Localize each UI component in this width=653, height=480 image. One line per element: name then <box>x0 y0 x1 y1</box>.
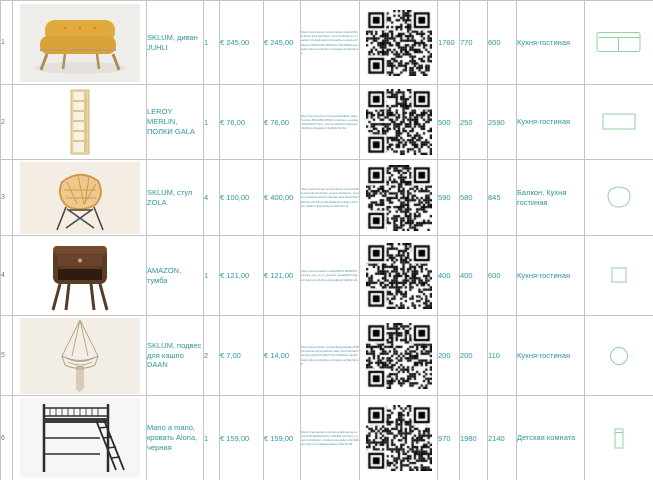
product-link[interactable]: https://manoamano.es/cama-alta-alona-negra-970x1980x2140-p-204481.html?utm_source=list&utm_medium=share&cur=EUR&qty=1&room=detskaya&pos=6&chk=f6 <box>301 429 359 447</box>
qr-code <box>366 89 432 155</box>
row-number: 5 <box>1 316 13 396</box>
room-name: Детская комната <box>517 396 585 480</box>
sofa-top-outline-icon <box>596 31 642 54</box>
yellow-sofa-photo <box>20 4 140 82</box>
dimension-height: 2140 <box>488 396 517 480</box>
qr-code-cell <box>360 236 438 316</box>
dimension-width: 1760 <box>438 1 460 85</box>
room-name: Кухня-гостиная <box>517 236 585 316</box>
dark-nightstand-photo <box>20 238 140 314</box>
qr-code-cell <box>360 396 438 480</box>
quantity: 2 <box>204 316 220 396</box>
unit-price: € 159,00 <box>220 396 264 480</box>
product-name: SKLUM, подвес для кашпо DAAN <box>147 316 204 396</box>
wooden-shelf-photo <box>20 87 140 157</box>
room-name: Кухня-гостиная <box>517 85 585 160</box>
product-photo-cell <box>13 160 147 236</box>
row-number: 2 <box>1 85 13 160</box>
qr-code <box>366 323 432 389</box>
total-price: € 400,00 <box>264 160 301 236</box>
product-link[interactable]: https://leroymerlin.ru/product/stellazh-gala-5-polok-500x250x2590-mm-derevo-svetloe-82049317/?utm_source=list&pos=2&room=kitchen-living&cur=EUR&chk=b2 <box>301 113 359 131</box>
quantity: 4 <box>204 160 220 236</box>
unit-price: € 121,00 <box>220 236 264 316</box>
product-photo-cell <box>13 85 147 160</box>
table-row <box>1 236 653 316</box>
product-name: Mano a mano, кровать Alona, черная <box>147 396 204 480</box>
row-number: 3 <box>1 160 13 236</box>
dimension-width: 400 <box>438 236 460 316</box>
row-number: 6 <box>1 396 13 480</box>
dimension-height: 600 <box>488 236 517 316</box>
dimension-depth: 580 <box>460 160 488 236</box>
footprint-cell <box>585 85 653 160</box>
dimension-height: 600 <box>488 1 517 85</box>
hanging-planter-photo <box>20 318 140 394</box>
rect-outline-icon <box>602 113 636 130</box>
dimension-width: 500 <box>438 85 460 160</box>
dimension-depth: 400 <box>460 236 488 316</box>
product-photo-cell <box>13 396 147 480</box>
qr-code <box>366 10 432 76</box>
product-link[interactable]: https://www.amazon.es/dp/B07XJ8C8F5?ref=ppx_pop_dt_b_product_details&th=1&psc=1&room=kitchen-living&pos=4&chk=d4 <box>301 269 358 282</box>
product-name: LEROY MERLIN, ПОЛКИ GALA <box>147 85 204 160</box>
product-photo-cell <box>13 1 147 85</box>
product-link-cell <box>301 236 360 316</box>
room-name: Балкон, Кухня гостиная <box>517 160 585 236</box>
qr-code <box>366 165 432 231</box>
row-number: 4 <box>1 236 13 316</box>
qr-code-cell <box>360 85 438 160</box>
dimension-width: 590 <box>438 160 460 236</box>
product-link-cell <box>301 1 360 85</box>
unit-price: € 76,00 <box>220 85 264 160</box>
quantity: 1 <box>204 236 220 316</box>
product-name: SKLUM, диван JUHLI <box>147 1 204 85</box>
square-outline-icon <box>611 267 627 283</box>
product-link-cell <box>301 160 360 236</box>
product-link-cell <box>301 85 360 160</box>
footprint-cell <box>585 160 653 236</box>
room-name: Кухня-гостиная <box>517 1 585 85</box>
product-link-cell <box>301 316 360 396</box>
total-price: € 121,00 <box>264 236 301 316</box>
product-link-cell <box>301 396 360 480</box>
quantity: 1 <box>204 1 220 85</box>
dimension-width: 200 <box>438 316 460 396</box>
qr-code <box>366 405 432 471</box>
table-row <box>1 85 653 160</box>
product-name: AMAZON, тумба <box>147 236 204 316</box>
circle-outline-icon <box>609 346 629 366</box>
footprint-cell <box>585 236 653 316</box>
black-loft-bed-photo <box>20 398 140 478</box>
unit-price: € 100,00 <box>220 160 264 236</box>
qr-code-cell <box>360 316 438 396</box>
product-link[interactable]: https://www.sklum.com/ru/kupit-kashpo/55810-podves-dlya-kashpo-daan.html?variant=bezheviy&ref=KLMD7713-0042&cur=EUR&qty=2&room=kitchen-living&pos=5&chk=e5 <box>301 345 359 366</box>
qr-code <box>366 243 432 309</box>
total-price: € 14,00 <box>264 316 301 396</box>
total-price: € 76,00 <box>264 85 301 160</box>
qr-code-cell <box>360 1 438 85</box>
unit-price: € 7,00 <box>220 316 264 396</box>
dimension-height: 845 <box>488 160 517 236</box>
dimension-depth: 770 <box>460 1 488 85</box>
qr-code-cell <box>360 160 438 236</box>
unit-price: € 245,00 <box>220 1 264 85</box>
table-row <box>1 160 653 236</box>
dimension-depth: 1980 <box>460 396 488 480</box>
product-photo-cell <box>13 316 147 396</box>
product-photo-cell <box>13 236 147 316</box>
dimension-depth: 200 <box>460 316 488 396</box>
product-link[interactable]: https://www.sklum.com/ru/kupit-stulya/31480-stul-zola.html?utm_source=list&utm_medium=share&variant=natural-rattan&ref=GHJD2210-4471&cur=EUR&lang=ru&qty=4&room=balkon-kitchen&pos=3&chk=c3 <box>301 187 359 208</box>
total-price: € 245,00 <box>264 1 301 85</box>
tall-rect-outline-icon <box>613 428 625 449</box>
dimension-width: 970 <box>438 396 460 480</box>
row-number: 1 <box>1 1 13 85</box>
table-row <box>1 396 653 480</box>
dimension-depth: 250 <box>460 85 488 160</box>
table-row <box>1 316 653 396</box>
chair-top-outline-icon <box>606 186 632 210</box>
total-price: € 159,00 <box>264 396 301 480</box>
product-name: SKLUM, стул ZOLA <box>147 160 204 236</box>
quantity: 1 <box>204 396 220 480</box>
rattan-chair-photo <box>20 162 140 234</box>
footprint-cell <box>585 316 653 396</box>
footprint-cell <box>585 1 653 85</box>
table-row <box>1 1 653 85</box>
room-name: Кухня-гостиная <box>517 316 585 396</box>
dimension-height: 2590 <box>488 85 517 160</box>
dimension-height: 110 <box>488 316 517 396</box>
quantity: 1 <box>204 85 220 160</box>
product-link[interactable]: https://www.sklum.com/ru/kupit-divan/24519-divan-juhli.html?utm_source=list&utm_medium=share&variant=amarillo-mostaza-176&ref=FNDC5481-9917&cur=EUR&lang=ru&qty=1&room=kitchen-living&pos=1&chk=a1 <box>301 30 359 55</box>
footprint-cell <box>585 396 653 480</box>
